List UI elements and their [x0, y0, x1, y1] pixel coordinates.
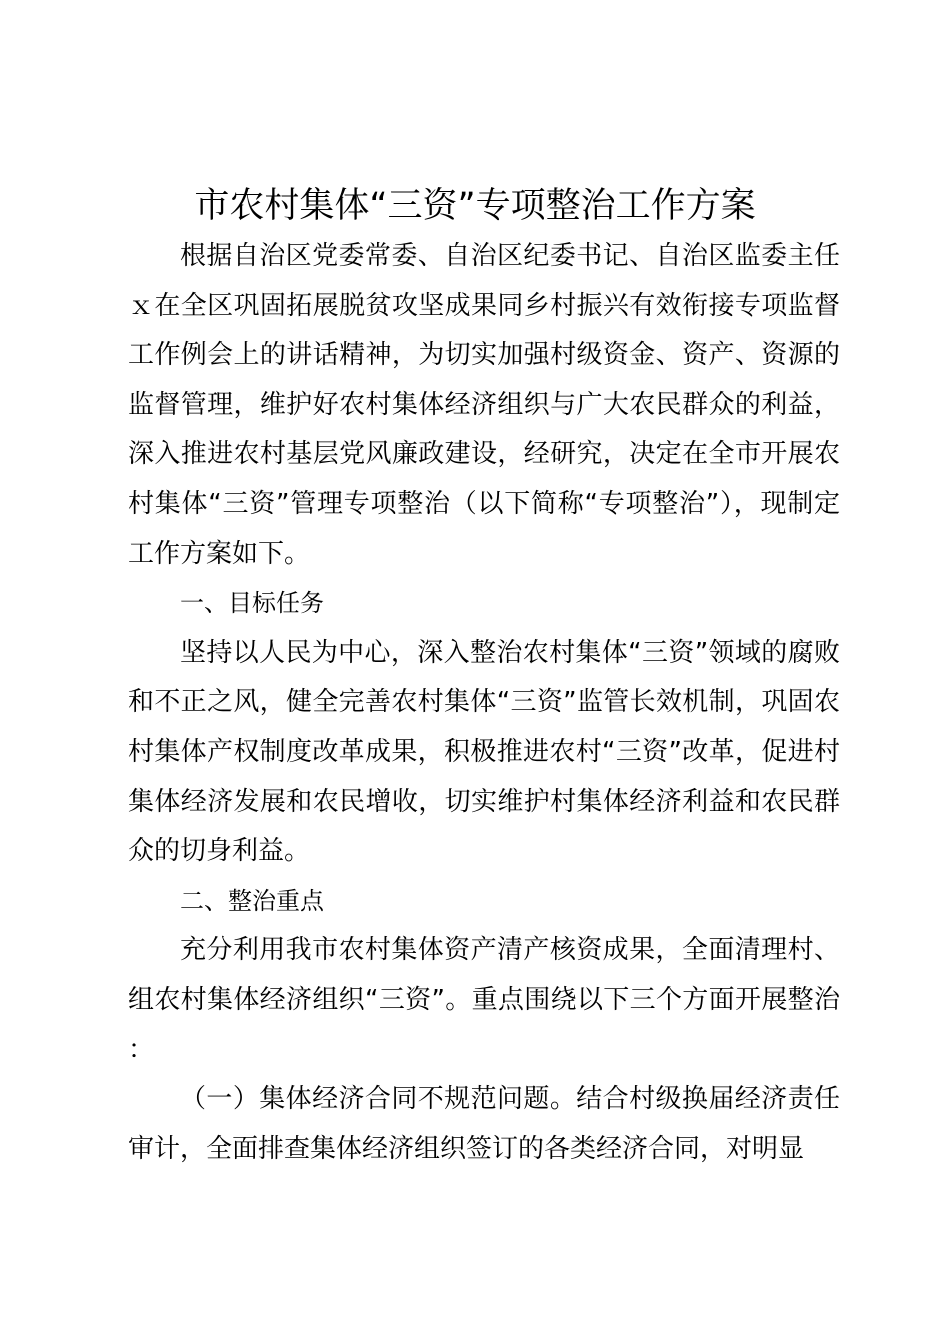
paragraph-intro: 根据自治区党委常委、自治区纪委书记、自治区监委主任ｘ在全区巩固拓展脱贫攻坚成果同乡村振兴有效衔接专项监督工作例会上的讲话精神，为切实加强村级资金、资产、资源的监督管理，维护好农村集体经济组织与广大农民群众的利益，深入推进农村基层党风廉政建设，经研究，决定在全市开展农村集体“三资”管理专项整治（以下简称“专项整治”），现制定工作方案如下。 — [128, 241, 840, 569]
paragraph-goals: 坚持以人民为中心，深入整治农村集体“三资”领域的腐败和不正之风，健全完善农村集体“三资”监管长效机制，巩固农村集体产权制度改革成果，积极推进农村“三资”改革，促进村集体经济发展和农民增收，切实维护村集体经济利益和农民群众的切身利益。 — [128, 637, 840, 867]
section-heading-goals: 一、目标任务 — [180, 589, 324, 618]
document-title: 市农村集体“三资”专项整治工作方案 — [194, 186, 756, 226]
section-heading-focus: 二、整治重点 — [180, 886, 324, 915]
document-body — [128, 232, 840, 1174]
paragraph-contracts: （一）集体经济合同不规范问题。结合村级换届经济责任审计，全面排查集体经济组织签订的各类经济合同，对明显 — [128, 1084, 840, 1164]
paragraph-focus: 充分利用我市农村集体资产清产核资成果，全面清理村、组农村集体经济组织“三资”。重点围绕以下三个方面开展整治： — [128, 935, 840, 1065]
